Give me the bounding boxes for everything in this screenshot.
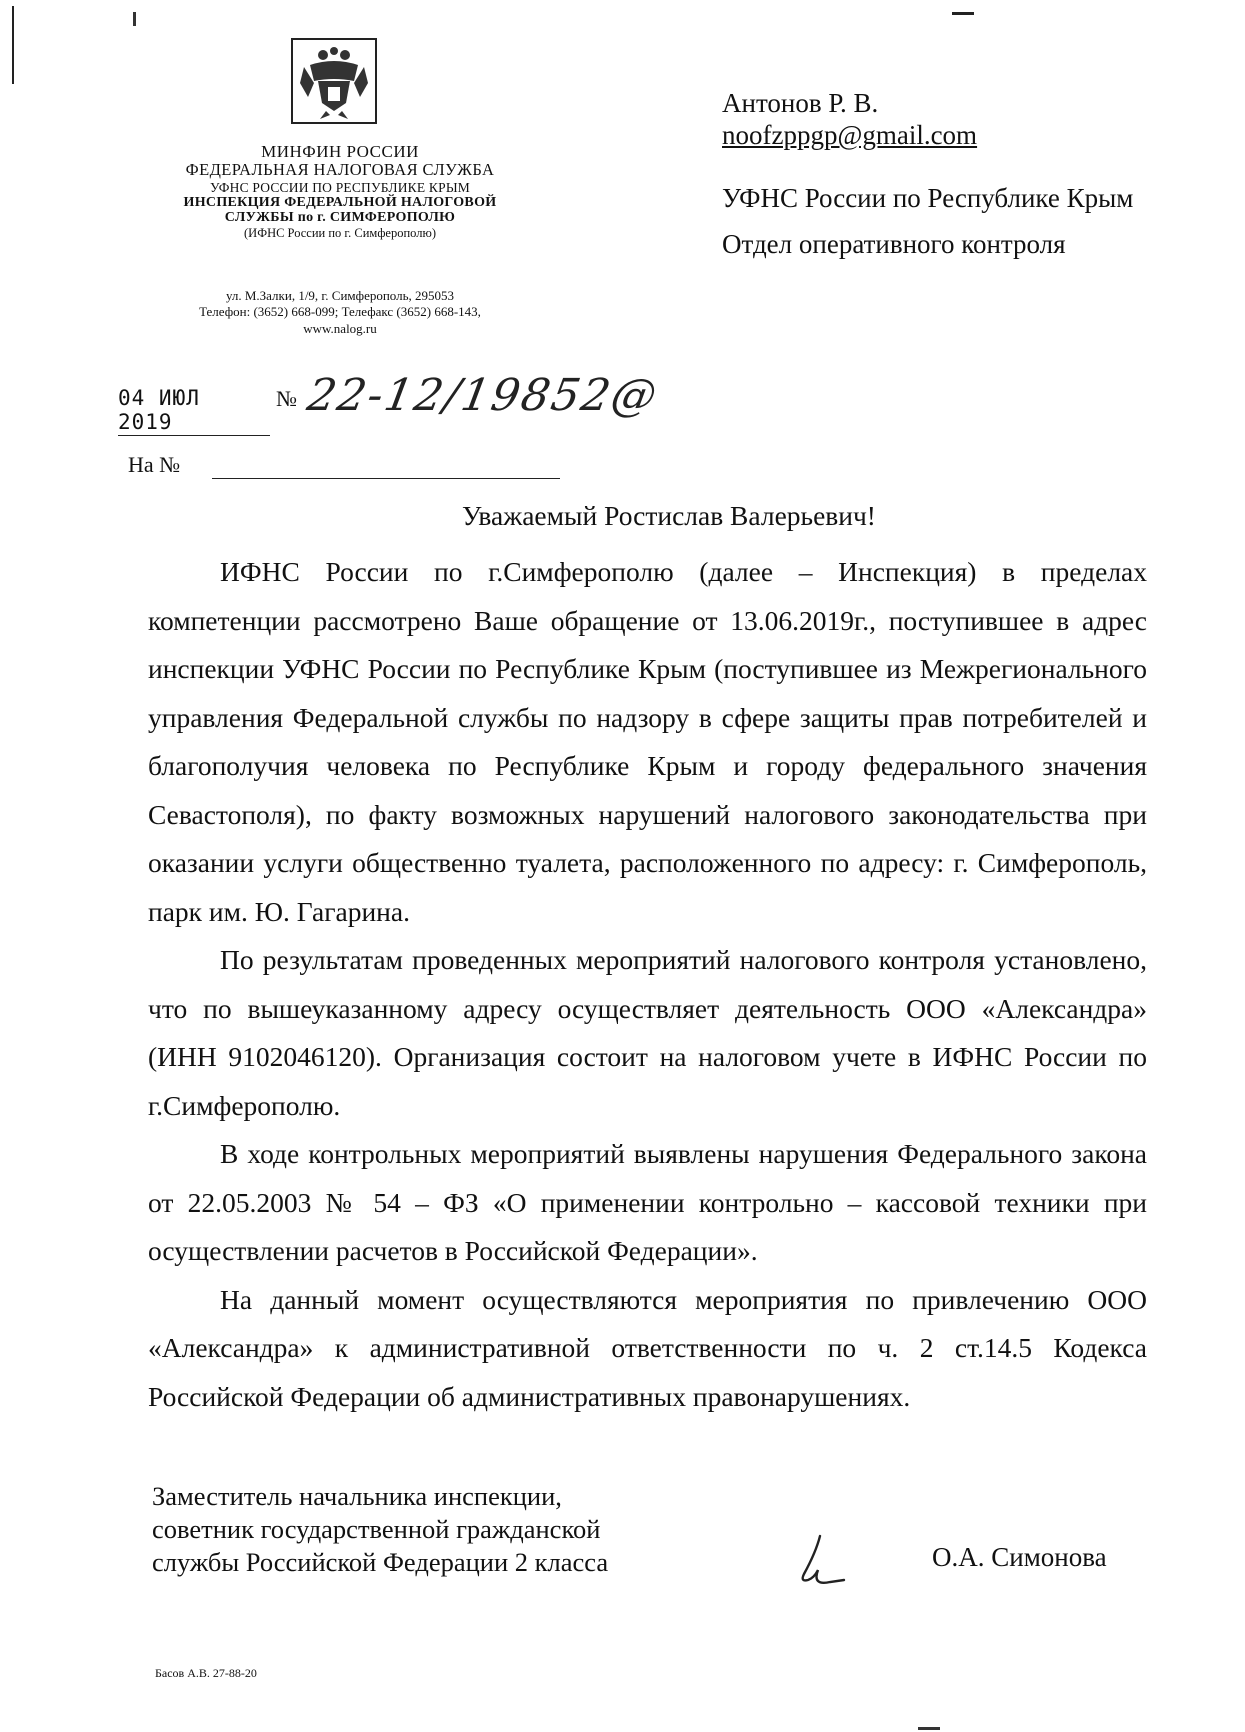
inspection-short-name: (ИФНС России по г. Симферополю) (244, 225, 436, 240)
letter-body (148, 548, 1147, 1421)
reply-number-prefix: На № (128, 452, 181, 477)
reply-number-line (212, 478, 560, 479)
signatory-title-line2: советник государственной гражданской (152, 1514, 601, 1544)
signatory-title-line1: Заместитель начальника инспекции, (152, 1481, 562, 1511)
registration-number-prefix: № (276, 386, 297, 411)
phone-numbers: Телефон: (3652) 668-099; Телефакс (3652) 668-143, (199, 304, 481, 320)
registration-number-handwritten: 22-12/19852@ (303, 370, 663, 421)
recipient-block (722, 87, 1133, 261)
paragraph: На данный момент осуществляются мероприятия по привлечению ООО «Александра» к административной ответственности по ч. 2 ст.14.5 Кодекса Российской Федерации об административных правонарушениях. (148, 1283, 1147, 1412)
registration-date: 04 ИЮЛ 2019 (118, 386, 270, 436)
scan-dash-bottom (918, 1727, 940, 1730)
scan-speck (133, 12, 136, 26)
website: www.nalog.ru (303, 320, 377, 336)
service-name: ФЕДЕРАЛЬНАЯ НАЛОГОВАЯ СЛУЖБА (185, 160, 495, 180)
regional-office: УФНС РОССИИ ПО РЕСПУБЛИКЕ КРЫМ (210, 179, 470, 195)
recipient-name: Антонов Р. В. (722, 88, 879, 118)
signatory-title (152, 1480, 608, 1579)
inspection-name-line2: СЛУЖБЫ по г. СИМФЕРОПОЛЮ (224, 210, 456, 226)
postal-address: ул. М.Залки, 1/9, г. Симферополь, 295053 (225, 288, 455, 303)
executor-info: Басов А.В. 27-88-20 (155, 1666, 257, 1680)
inspection-name-line1: ИНСПЕКЦИЯ ФЕДЕРАЛЬНОЙ НАЛОГОВОЙ (183, 194, 497, 210)
handwritten-signature (790, 1530, 850, 1590)
signatory-name: О.А. Симонова (932, 1542, 1107, 1572)
letterhead (140, 142, 540, 240)
recipient-email: noofzppgp@gmail.com (722, 120, 978, 151)
signatory-title-line3: службы Российской Федерации 2 класса (152, 1547, 609, 1577)
scan-dash (952, 12, 974, 15)
salutation: Уважаемый Ростислав Валерьевич! (462, 500, 876, 531)
paragraph: ИФНС России по г.Симферополю (далее – Инспекция) в пределах компетенции рассмотрено Ваше обращение от 13.06.2019г., поступившее в адрес инспекции УФНС России по Республике Крым (поступившее из Межрегионального управления Федеральной службы по надзору в сфере защиты прав потребителей и благополучия человека по Республике Крым и городу федерального значения Севастополя), по факту возможных нарушений налогового законодательства при оказании услуги общественно туалета, расположенного по адресу: г. Симферополь, парк им. Ю. Гагарина. (148, 556, 1147, 927)
paragraph: По результатам проведенных мероприятий налогового контроля установлено, что по вышеуказанному адресу осуществляет деятельность ООО «Александра» (ИНН 9102046120). Организация состоит на налоговом учете в ИФНС России по г.Симферополю. (148, 944, 1147, 1121)
letterhead-contacts (140, 288, 540, 337)
recipient-department: Отдел оперативного контроля (722, 229, 1066, 260)
scan-edge-mark (12, 6, 14, 84)
paragraph: В ходе контрольных мероприятий выявлены нарушения Федерального закона от 22.05.2003 № 54 – ФЗ «О применении контрольно – кассовой техники при осуществлении расчетов в Российской Федерации». (148, 1138, 1147, 1266)
ministry-name: МИНФИН РОССИИ (261, 142, 419, 161)
emblem-of-russia (290, 37, 378, 125)
recipient-org: УФНС России по Республике Крым (722, 182, 1134, 213)
